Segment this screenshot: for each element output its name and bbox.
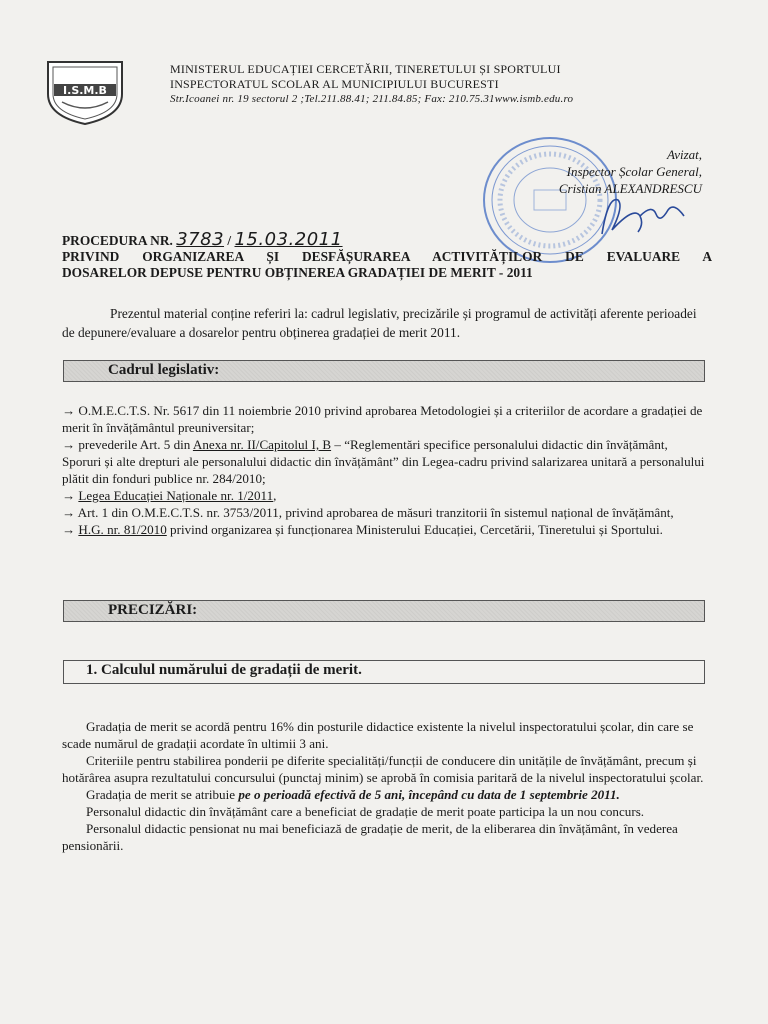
- procedure-separator: /: [227, 233, 232, 248]
- calc-body: [62, 718, 710, 854]
- reference-link[interactable]: H.G. nr. 81/2010: [78, 522, 167, 537]
- procedure-date: 15.03.2011: [234, 229, 343, 250]
- procedure-prefix: PROCEDURA NR.: [62, 233, 173, 248]
- body-emphasis: pe o perioadă efectivă de 5 ani, începând cu data de 1 septembrie 2011.: [238, 787, 620, 802]
- approval-name: Cristian ALEXANDRESCU: [558, 181, 702, 196]
- section-calc-title: 1. Calculul numărului de gradații de merit.: [86, 662, 362, 678]
- website-link[interactable]: www.ismb.edu.ro: [494, 93, 574, 105]
- address-line: [170, 92, 730, 107]
- letterhead: [170, 62, 730, 107]
- reference-item: [62, 521, 710, 538]
- reference-prefix: → prevederile Art. 5 din: [62, 437, 193, 452]
- section-calc-bar: [63, 660, 705, 684]
- body-paragraph: Personalul didactic pensionat nu mai beneficiază de gradație de merit, de la eliberarea din învățământ, în vederea pensionării.: [62, 821, 678, 853]
- body-paragraph: Criteriile pentru stabilirea ponderii pe diferite specialități/funcții de conducere din unitățile de învățământ, precum și hotărârea asupra rezultatului concursului (punctaj minim) se aprobă în comisia paritară de la nivelul inspectoratului școlar.: [62, 753, 704, 785]
- body-text: Gradația de merit se atribuie: [86, 787, 239, 802]
- reference-item: [62, 487, 710, 504]
- title-line-2: DOSARELOR DEPUSE PENTRU OBȚINEREA GRADAȚIEI DE MERIT - 2011: [62, 265, 533, 280]
- reference-prefix: →: [62, 488, 79, 503]
- ismb-logo: [42, 54, 128, 126]
- reference-text: ,: [273, 488, 277, 503]
- inspectorate-name: INSPECTORATUL SCOLAR AL MUNICIPIULUI BUCURESTI: [170, 77, 499, 91]
- reference-prefix: →: [62, 522, 79, 537]
- intro-paragraph: Prezentul material conține referiri la: cadrul legislativ, precizările și programul de activități aferente perioadei de depunere/evaluare a dosarelor pentru obținerea gradației de merit 2011.: [62, 306, 697, 340]
- address-text: Str.Icoanei nr. 19 sectorul 2 ;Tel.211.88.41; 211.84.85; Fax: 210.75.31: [170, 93, 495, 105]
- approval-label: Avizat,: [666, 147, 702, 162]
- section-notes-title: PRECIZĂRI:: [108, 602, 198, 618]
- title-line-1: PRIVIND ORGANIZAREA ȘI DESFĂȘURAREA ACTIVITĂȚILOR DE EVALUARE A: [62, 249, 712, 264]
- reference-link[interactable]: Anexa nr. II/Capitolul I, B: [192, 437, 332, 452]
- reference-link[interactable]: Legea Educației Naționale nr. 1/2011: [78, 488, 274, 503]
- reference-text: – “Reglementări specifice personalului didactic din învățământ, Sporuri și alte drepturi ale personalului didactic din învățământ” din Legea-cadru privind salarizarea unitară a personalului plătit din fonduri publice nr. 284/2010;: [62, 437, 705, 486]
- procedure-title: [62, 229, 712, 281]
- section-notes-bar: [63, 600, 705, 622]
- body-paragraph: [62, 786, 710, 803]
- reference-text: privind organizarea și funcționarea Ministerului Educației, Cercetării, Tineretului și Sportului.: [166, 522, 663, 537]
- body-paragraph: Personalul didactic din învățământ care a beneficiat de gradație de merit poate participa la un nou concurs.: [86, 804, 645, 819]
- approval-role: Inspector Școlar General,: [566, 164, 702, 179]
- reference-item: [62, 436, 710, 487]
- legal-references: [62, 402, 710, 538]
- procedure-number: 3783: [176, 229, 225, 250]
- ministry-name: MINISTERUL EDUCAȚIEI CERCETĂRII, TINERETULUI ȘI SPORTULUI: [170, 62, 561, 76]
- reference-item: → O.M.E.C.T.S. Nr. 5617 din 11 noiembrie 2010 privind aprobarea Metodologiei și a criteriilor de acordare a gradației de merit în învățământul preuniversitar;: [62, 403, 703, 435]
- section-legal-title: Cadrul legislativ:: [108, 362, 220, 378]
- body-paragraph: Gradația de merit se acordă pentru 16% din posturile didactice existente la nivelul inspectoratului școlar, din care se scade numărul de gradații acordate în ultimii 3 ani.: [62, 719, 694, 751]
- section-legal-bar: [63, 360, 705, 382]
- logo-text: I.S.M.B: [63, 84, 107, 97]
- reference-item: → Art. 1 din O.M.E.C.T.S. nr. 3753/2011, privind aprobarea de măsuri tranzitorii în sistemul național de învățământ,: [62, 505, 674, 520]
